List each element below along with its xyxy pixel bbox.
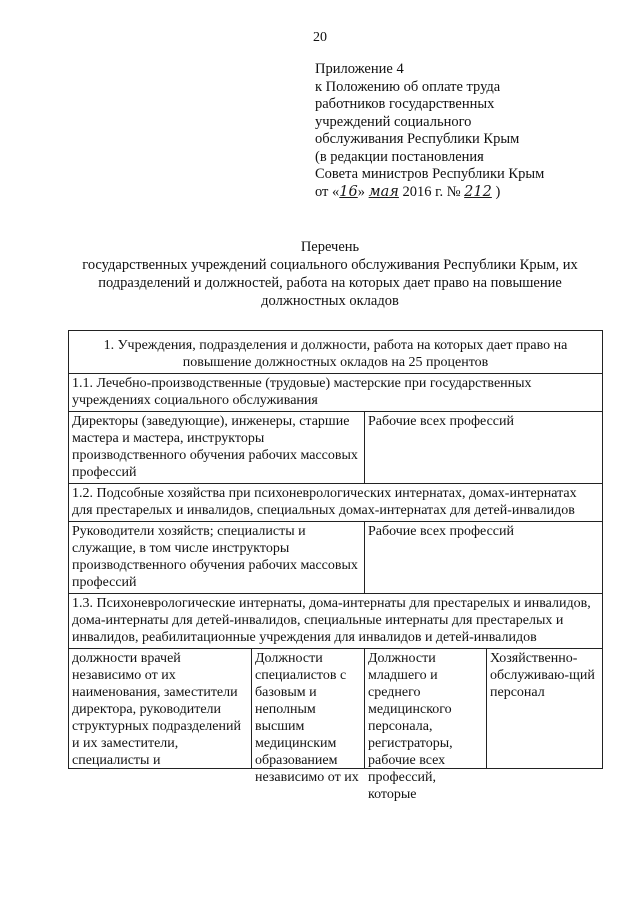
table-row <box>69 331 603 374</box>
annex-date-line <box>315 184 544 202</box>
subsection-1-3-medical-staff <box>365 649 487 802</box>
subsection-1-3-service-staff <box>487 649 603 769</box>
handwritten-day: 16 <box>339 183 358 200</box>
table-row <box>69 522 603 594</box>
handwritten-month: мая <box>368 183 399 200</box>
document-title <box>40 238 620 310</box>
subsection-1-2-positions: Руководители хозяйств; специалисты и служащие, в том числе инструкторы производственного обучения рабочих массовых профессий <box>69 522 365 594</box>
annex-line: к Положению об оплате труда <box>315 78 501 95</box>
annex-line: Приложение 4 <box>315 61 404 77</box>
title-line: должностных окладов <box>261 293 399 309</box>
subsection-1-1-positions: Директоры (заведующие), инженеры, старшие мастера и мастера, инструкторы производственного обучения рабочих массовых профессий <box>69 412 365 484</box>
title-line: Перечень <box>300 239 360 255</box>
table-row <box>69 484 603 522</box>
subsection-1-2-workers: Рабочие всех профессий <box>365 522 603 594</box>
annex-line: работников государственных <box>315 96 495 112</box>
date-suffix: ) <box>491 183 501 200</box>
date-mid: » <box>357 183 365 200</box>
subsection-1-3-specialists <box>252 649 365 785</box>
cell-text: Должности специалистов с базовым и неполным высшим медицинским образованием независимо от их <box>255 651 359 785</box>
table-row <box>69 649 603 769</box>
annex-line: Совета министров Республики Крым <box>315 166 545 182</box>
cell-text: Должности младшего и среднего медицинского персонала, регистраторы, рабочие всех профессий, которые <box>368 651 453 802</box>
title-line: государственных учреждений социального обслуживания Республики Крым, их <box>82 257 578 273</box>
table-row <box>69 594 603 649</box>
cell-text: Хозяйственно-обслуживаю-щий персонал <box>490 651 595 700</box>
annex-line: (в редакции постановления <box>315 148 484 165</box>
subsection-1-1-workers: Рабочие всех профессий <box>365 412 603 484</box>
subsection-1-1-heading: 1.1. Лечебно-производственные (трудовые) мастерские при государственных учреждениях социального обслуживания <box>69 374 603 412</box>
section-1-heading: 1. Учреждения, подразделения и должности, работа на которых дает право на повышение должностных окладов на 25 процентов <box>69 331 603 374</box>
date-prefix: от « <box>315 183 340 200</box>
cell-text: должности врачей независимо от их наименования, заместители директора, руководители структурных подразделений и их заместители, специалисты и <box>72 651 241 768</box>
annex-line: обслуживания Республики Крым <box>315 131 520 147</box>
table-row <box>69 412 603 484</box>
handwritten-number: 212 <box>464 183 492 200</box>
positions-table <box>68 330 603 802</box>
subsection-1-2-heading: 1.2. Подсобные хозяйства при психоневрологических интернатах, домах-интернатах для престарелых и инвалидов, специальных домах-интернатах для детей-инвалидов <box>69 484 603 522</box>
annex-line: учреждений социального <box>315 113 472 130</box>
table-row <box>69 374 603 412</box>
subsection-1-3-heading: 1.3. Психоневрологические интернаты, дома-интернаты для престарелых и инвалидов, дома-интернаты для детей-инвалидов, специальные интернаты для престарелых и инвалидов, реабилитационные учреждения для инвалидов и детей-инвалидов <box>69 594 603 649</box>
subsection-1-3-doctors <box>69 649 252 769</box>
date-year: 2016 г. № <box>398 183 465 200</box>
title-line: подразделений и должностей, работа на которых дает право на повышение <box>98 275 562 291</box>
annex-header <box>315 61 544 201</box>
page-number: 20 <box>313 30 327 45</box>
